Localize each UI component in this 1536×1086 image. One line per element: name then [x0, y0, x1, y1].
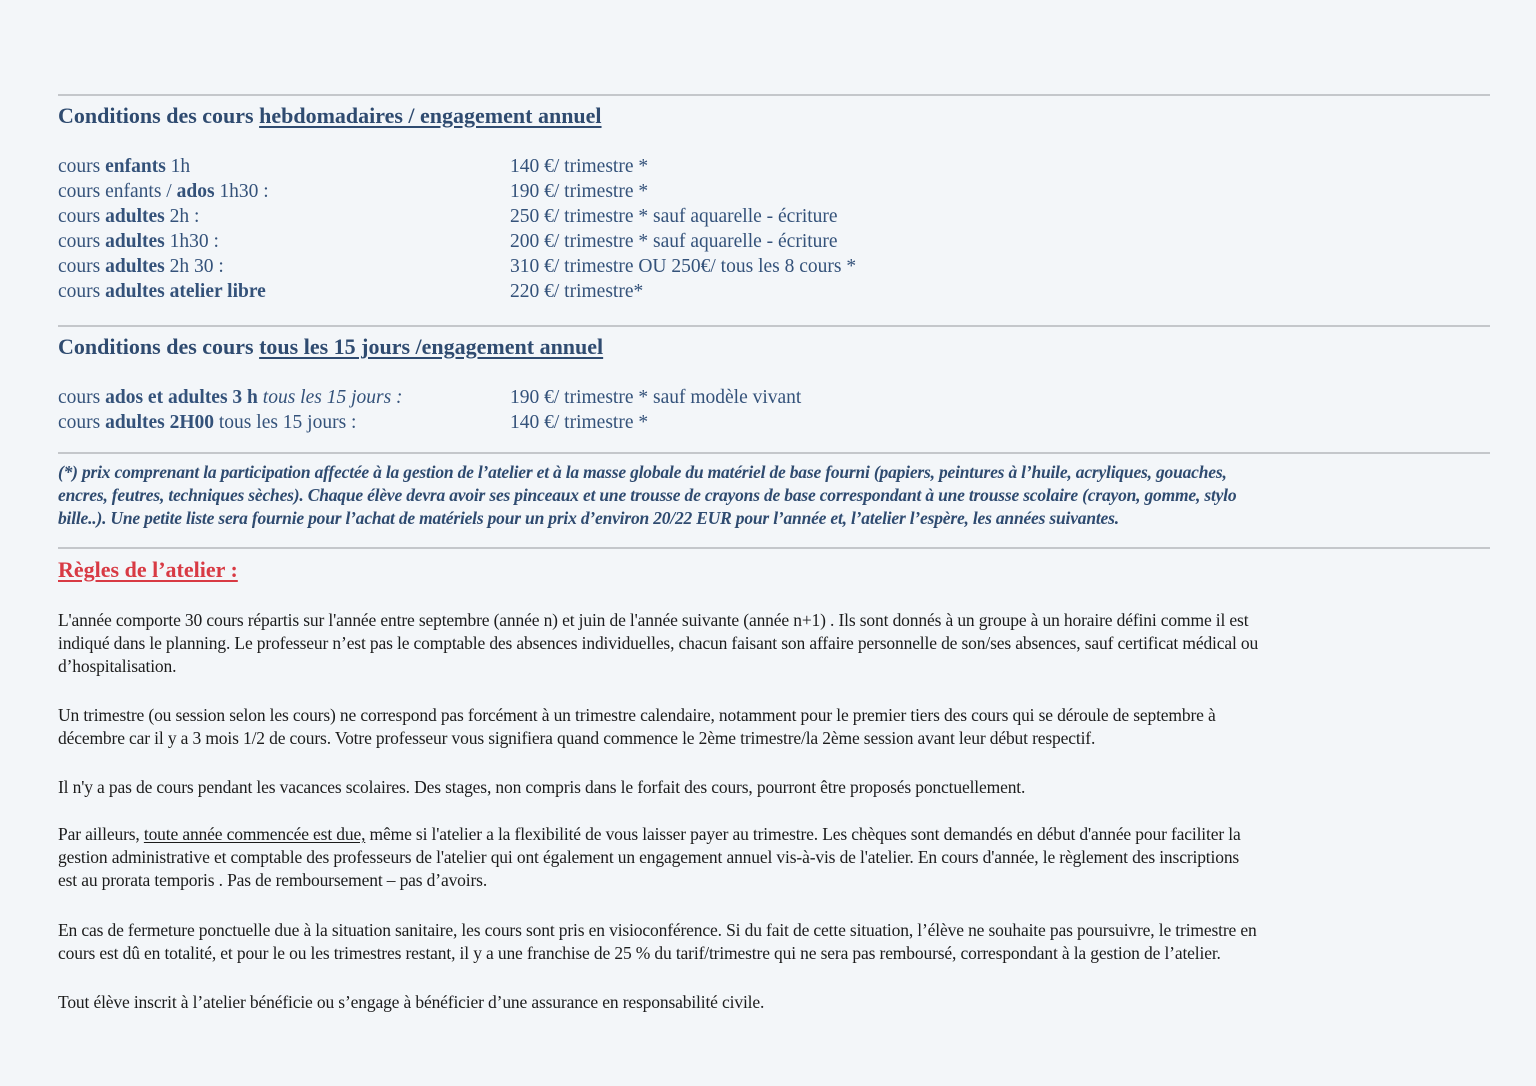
section1-heading	[58, 103, 602, 129]
course-price: 200 €/ trimestre * sauf aquarelle - écriture	[510, 231, 838, 252]
price-row	[58, 256, 857, 281]
section2-heading	[58, 334, 603, 360]
text-segment: adultes	[105, 256, 165, 277]
footnote-line: encres, feutres, techniques sèches). Chaque élève devra avoir ses pinceaux et une trousse de crayons de base correspondant à une trousse scolaire (crayon, gomme, stylo	[58, 485, 1237, 505]
divider	[58, 547, 1490, 549]
text-segment: enfants	[105, 156, 166, 177]
price-row	[58, 412, 649, 437]
heading-underlined-text: hebdomadaires / engagement annuel	[259, 103, 602, 128]
paragraph-line	[58, 632, 1258, 655]
text-segment: cours est dû en totalité, et pour le ou les trimestres restant, il y a une franchise de 25 % du tarif/trimestre qui ne sera pas remboursé, correspondant à la gestion de l’atelier.	[58, 943, 1221, 963]
rules-paragraph	[58, 704, 1216, 750]
paragraph-line	[58, 727, 1216, 750]
text-segment: 1h30 :	[214, 181, 269, 202]
course-price: 140 €/ trimestre *	[510, 412, 649, 433]
course-label	[58, 231, 219, 252]
underlined-text: toute année commencée est due,	[143, 824, 366, 844]
text-segment: cours	[58, 281, 106, 302]
price-row	[58, 181, 649, 206]
text-segment: est au prorata temporis . Pas de remboursement – pas d’avoirs.	[58, 870, 488, 890]
course-label	[58, 412, 356, 433]
text-segment: adultes	[105, 231, 165, 252]
text-segment: Par ailleurs,	[58, 824, 144, 844]
course-price: 190 €/ trimestre *	[510, 181, 649, 202]
text-segment: 2h :	[164, 206, 200, 227]
price-row	[58, 231, 838, 256]
paragraph-line	[58, 869, 1241, 892]
heading-text: Conditions des cours	[58, 334, 260, 359]
text-segment: cours	[58, 231, 106, 252]
rules-paragraph	[58, 823, 1241, 892]
text-segment: tous les 15 jours :	[262, 387, 403, 408]
text-segment: 2h 30 :	[164, 256, 224, 277]
paragraph-line	[58, 991, 764, 1014]
paragraph-line	[58, 823, 1241, 846]
text-segment: En cas de fermeture ponctuelle due à la situation sanitaire, les cours sont pris en visioconférence. Si du fait de cette situation, l’élève ne souhaite pas poursuivre, le trimestre en	[58, 920, 1257, 940]
text-segment: indiqué dans le planning. Le professeur n’est pas le comptable des absences individuelles, chacun faisant son affaire personnelle de son/ses absences, sauf certificat médical ou	[58, 633, 1259, 653]
paragraph-line	[58, 609, 1258, 632]
text-segment: tous les 15 jours :	[214, 412, 357, 433]
text-segment: même si l'atelier a la flexibilité de vous laisser payer au trimestre. Les chèques sont demandés en début d'année pour faciliter la	[365, 824, 1241, 844]
paragraph-line	[58, 655, 1258, 678]
text-segment: gestion administrative et comptable des professeurs de l'atelier qui ont également un engagement annuel vis-à-vis de l'atelier. En cours d'année, le règlement des inscriptions	[58, 847, 1240, 867]
course-price: 190 €/ trimestre * sauf modèle vivant	[510, 387, 802, 408]
text-segment: adultes atelier libre	[105, 281, 266, 302]
rules-paragraph	[58, 991, 764, 1014]
paragraph-line	[58, 919, 1257, 942]
text-segment: Un trimestre (ou session selon les cours) ne correspond pas forcément à un trimestre calendaire, notamment pour le premier tiers des cours qui se déroule de septembre à	[58, 705, 1216, 725]
course-price: 220 €/ trimestre*	[510, 281, 644, 302]
course-label	[58, 181, 269, 202]
rules-paragraph	[58, 776, 1025, 799]
course-label	[58, 256, 224, 277]
text-segment: L'année comporte 30 cours répartis sur l'année entre septembre (année n) et juin de l'année suivante (année n+1) . Ils sont donnés à un groupe à un horaire défini comme il est	[58, 610, 1249, 630]
text-segment: décembre car il y a 3 mois 1/2 de cours. Votre professeur vous signifiera quand commence le 2ème trimestre/la 2ème session avant leur début respectif.	[58, 728, 1096, 748]
text-segment: cours	[58, 156, 106, 177]
paragraph-line	[58, 942, 1257, 965]
course-label	[58, 281, 266, 302]
text-segment: cours	[58, 387, 106, 408]
text-segment: 1h	[165, 156, 191, 177]
course-price: 250 €/ trimestre * sauf aquarelle - écriture	[510, 206, 838, 227]
text-segment: ados et adultes 3 h	[105, 387, 258, 408]
course-label	[58, 387, 403, 408]
price-row	[58, 156, 649, 181]
text-segment: cours enfants /	[58, 181, 177, 202]
text-segment: adultes 2H00	[105, 412, 215, 433]
text-segment: cours	[58, 206, 106, 227]
paragraph-line	[58, 846, 1241, 869]
price-row	[58, 387, 802, 412]
rules-heading: Règles de l’atelier :	[58, 557, 238, 582]
rules-paragraph	[58, 609, 1258, 678]
text-segment: Il n'y a pas de cours pendant les vacances scolaires. Des stages, non compris dans le forfait des cours, pourront être proposés ponctuellement.	[58, 777, 1026, 797]
rules-paragraph	[58, 919, 1257, 965]
course-price: 140 €/ trimestre *	[510, 156, 649, 177]
text-segment: ados	[176, 181, 215, 202]
course-label	[58, 156, 190, 177]
divider	[58, 325, 1490, 327]
heading-text: Conditions des cours	[58, 103, 260, 128]
text-segment: Tout élève inscrit à l’atelier bénéficie ou s’engage à bénéficier d’une assurance en responsabilité civile.	[58, 992, 765, 1012]
text-segment: cours	[58, 256, 106, 277]
text-segment: 1h30 :	[164, 231, 219, 252]
footnote-line: bille..). Une petite liste sera fournie pour l’achat de matériels pour un prix d’environ 20/22 EUR pour l’année et, l’atelier l’espère, les années suivantes.	[58, 508, 1119, 528]
text-segment: adultes	[105, 206, 165, 227]
text-segment: d’hospitalisation.	[58, 656, 177, 676]
divider	[58, 452, 1490, 454]
footnote	[58, 461, 1236, 530]
divider	[58, 94, 1490, 96]
text-segment: cours	[58, 412, 106, 433]
price-row	[58, 206, 838, 231]
price-row	[58, 281, 644, 306]
paragraph-line	[58, 776, 1025, 799]
course-price: 310 €/ trimestre OU 250€/ tous les 8 cours *	[510, 256, 857, 277]
footnote-line: (*) prix comprenant la participation affectée à la gestion de l’atelier et à la masse globale du matériel de base fourni (papiers, peintures à l’huile, acryliques, gouaches,	[58, 462, 1227, 482]
course-label	[58, 206, 199, 227]
heading-underlined-text: tous les 15 jours /engagement annuel	[259, 334, 604, 359]
paragraph-line	[58, 704, 1216, 727]
